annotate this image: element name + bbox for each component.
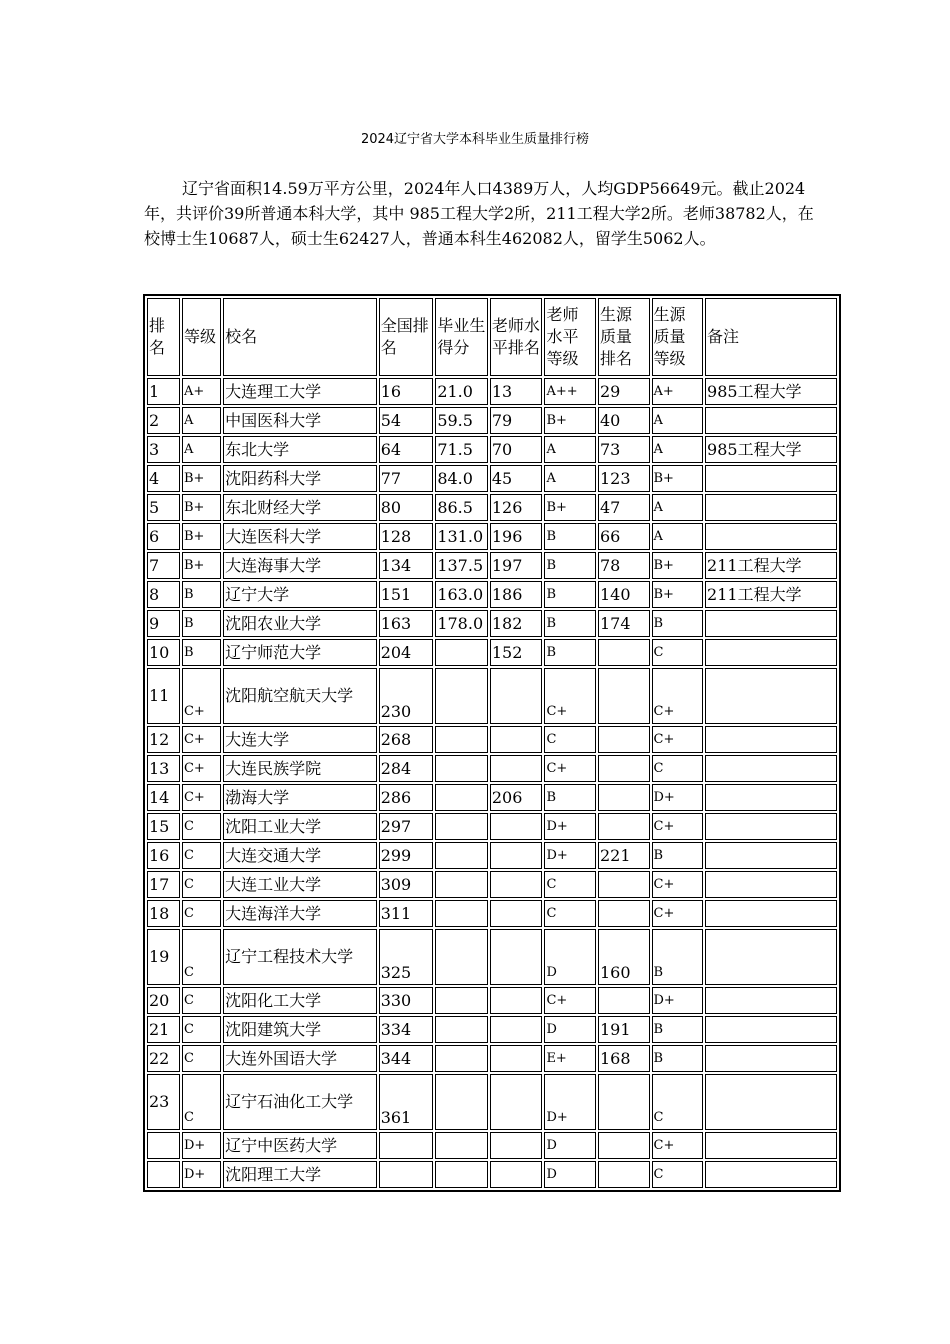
table-cell: 297 — [379, 813, 434, 840]
table-header-cell: 老师水平等级 — [544, 298, 596, 376]
table-cell: 6 — [147, 523, 180, 550]
table-cell — [435, 929, 488, 985]
table-cell: C — [652, 639, 704, 666]
table-header-cell: 排名 — [147, 298, 180, 376]
table-cell: D+ — [652, 784, 704, 811]
table-cell — [598, 639, 650, 666]
table-cell: 15 — [147, 813, 180, 840]
table-cell — [598, 726, 650, 753]
table-cell — [598, 1132, 650, 1159]
table-cell: 20 — [147, 987, 180, 1014]
table-cell: 2 — [147, 407, 180, 434]
table-cell: 22 — [147, 1045, 180, 1072]
table-cell: 12 — [147, 726, 180, 753]
table-cell — [490, 842, 543, 869]
table-cell: 4 — [147, 465, 180, 492]
table-cell: C — [544, 726, 596, 753]
table-cell: 辽宁师范大学 — [223, 639, 377, 666]
table-row — [147, 378, 837, 405]
table-cell: B+ — [652, 552, 704, 579]
table-row — [147, 436, 837, 463]
table-cell: A+ — [182, 378, 221, 405]
table-cell — [147, 1161, 180, 1188]
table-cell: C+ — [182, 668, 221, 724]
table-cell — [705, 1045, 837, 1072]
table-cell: 985工程大学 — [705, 436, 837, 463]
table-row — [147, 929, 837, 985]
table-cell — [379, 1161, 434, 1188]
table-header-cell: 全国排名 — [379, 298, 434, 376]
table-row — [147, 813, 837, 840]
table-cell: 71.5 — [435, 436, 488, 463]
table-header-cell: 生源质量排名 — [598, 298, 650, 376]
table-cell: 84.0 — [435, 465, 488, 492]
table-cell: B+ — [182, 523, 221, 550]
table-cell — [490, 726, 543, 753]
table-cell — [598, 813, 650, 840]
table-cell: B+ — [652, 581, 704, 608]
table-cell — [435, 1016, 488, 1043]
table-cell — [490, 900, 543, 927]
table-cell: 131.0 — [435, 523, 488, 550]
table-row — [147, 668, 837, 724]
table-cell: 221 — [598, 842, 650, 869]
table-cell — [435, 784, 488, 811]
table-row — [147, 1132, 837, 1159]
table-header-cell: 毕业生得分 — [435, 298, 488, 376]
table-cell: 86.5 — [435, 494, 488, 521]
table-row — [147, 523, 837, 550]
table-cell: C — [182, 900, 221, 927]
table-cell: 73 — [598, 436, 650, 463]
table-cell — [705, 929, 837, 985]
table-cell: 大连交通大学 — [223, 842, 377, 869]
table-cell: 辽宁大学 — [223, 581, 377, 608]
table-cell: 1 — [147, 378, 180, 405]
table-cell: C+ — [652, 871, 704, 898]
table-cell: C — [182, 1016, 221, 1043]
table-cell: 299 — [379, 842, 434, 869]
table-cell: 沈阳药科大学 — [223, 465, 377, 492]
table-cell: A — [652, 523, 704, 550]
table-cell: 大连民族学院 — [223, 755, 377, 782]
table-cell: 45 — [490, 465, 543, 492]
table-cell — [490, 929, 543, 985]
table-cell: B — [544, 523, 596, 550]
table-cell: B — [182, 581, 221, 608]
table-cell: 140 — [598, 581, 650, 608]
table-cell — [705, 842, 837, 869]
table-cell — [705, 784, 837, 811]
table-cell: 东北大学 — [223, 436, 377, 463]
table-cell: 16 — [147, 842, 180, 869]
table-header-cell: 校名 — [223, 298, 377, 376]
table-cell — [598, 1074, 650, 1130]
table-cell: 18 — [147, 900, 180, 927]
table-cell: 大连外国语大学 — [223, 1045, 377, 1072]
table-cell: 渤海大学 — [223, 784, 377, 811]
table-cell — [598, 1161, 650, 1188]
table-cell: 沈阳航空航天大学 — [223, 668, 377, 724]
table-cell — [490, 1045, 543, 1072]
table-cell: 168 — [598, 1045, 650, 1072]
table-cell — [435, 813, 488, 840]
table-cell — [705, 465, 837, 492]
table-cell: 大连医科大学 — [223, 523, 377, 550]
table-cell: C+ — [652, 668, 704, 724]
table-cell — [490, 1016, 543, 1043]
table-cell: C — [182, 929, 221, 985]
table-cell: C — [182, 871, 221, 898]
table-cell: 19 — [147, 929, 180, 985]
table-cell: 311 — [379, 900, 434, 927]
table-cell — [705, 610, 837, 637]
table-cell: 126 — [490, 494, 543, 521]
table-cell: 286 — [379, 784, 434, 811]
table-cell: C — [544, 900, 596, 927]
table-cell — [598, 900, 650, 927]
table-cell: B+ — [544, 494, 596, 521]
table-cell: 78 — [598, 552, 650, 579]
table-cell: 77 — [379, 465, 434, 492]
table-cell: 大连理工大学 — [223, 378, 377, 405]
table-header-cell: 备注 — [705, 298, 837, 376]
table-cell — [490, 1074, 543, 1130]
table-cell: 178.0 — [435, 610, 488, 637]
table-cell: C+ — [182, 755, 221, 782]
table-row — [147, 755, 837, 782]
table-cell: A — [544, 436, 596, 463]
table-cell — [705, 1161, 837, 1188]
table-cell: 5 — [147, 494, 180, 521]
table-cell: B — [652, 610, 704, 637]
table-cell: B+ — [182, 552, 221, 579]
table-row — [147, 1074, 837, 1130]
table-row — [147, 639, 837, 666]
table-cell — [705, 987, 837, 1014]
table-row — [147, 726, 837, 753]
table-cell: 23 — [147, 1074, 180, 1130]
table-cell — [435, 639, 488, 666]
table-cell: 沈阳建筑大学 — [223, 1016, 377, 1043]
table-cell — [490, 1161, 543, 1188]
table-cell: 7 — [147, 552, 180, 579]
table-cell: 54 — [379, 407, 434, 434]
intro-text: 辽宁省面积14.59万平方公里，2024年人口4389万人，人均GDP56649元。截止2024年，共评价39所普通本科大学，其中 985工程大学2所，211工程大学2所。老师38782人，在校博士生10687人，硕士生62427人，普通本科生462082人，留学生5062人。 — [144, 179, 814, 248]
ranking-table — [143, 294, 841, 1192]
table-cell: 325 — [379, 929, 434, 985]
table-row — [147, 610, 837, 637]
table-cell — [379, 1132, 434, 1159]
table-cell: C — [652, 1161, 704, 1188]
table-cell: C+ — [182, 726, 221, 753]
table-cell: B — [544, 581, 596, 608]
table-cell: 3 — [147, 436, 180, 463]
table-cell: B — [182, 610, 221, 637]
table-cell: 大连海洋大学 — [223, 900, 377, 927]
table-cell: 79 — [490, 407, 543, 434]
table-cell: 160 — [598, 929, 650, 985]
table-cell: B+ — [544, 407, 596, 434]
intro-paragraph — [144, 176, 824, 251]
table-cell: 330 — [379, 987, 434, 1014]
table-cell: 21 — [147, 1016, 180, 1043]
table-cell: 361 — [379, 1074, 434, 1130]
table-cell — [490, 755, 543, 782]
table-cell: 沈阳化工大学 — [223, 987, 377, 1014]
table-cell: 197 — [490, 552, 543, 579]
table-cell: 191 — [598, 1016, 650, 1043]
table-cell: B — [652, 1045, 704, 1072]
table-cell: B — [652, 1016, 704, 1043]
table-cell: C — [182, 987, 221, 1014]
table-cell: 40 — [598, 407, 650, 434]
table-cell: D+ — [544, 1074, 596, 1130]
table-cell: 196 — [490, 523, 543, 550]
table-cell — [490, 987, 543, 1014]
table-cell: A++ — [544, 378, 596, 405]
table-cell — [705, 668, 837, 724]
table-cell: 334 — [379, 1016, 434, 1043]
table-row — [147, 581, 837, 608]
table-cell: 204 — [379, 639, 434, 666]
table-cell: 大连海事大学 — [223, 552, 377, 579]
table-row — [147, 494, 837, 521]
table-cell: B — [544, 552, 596, 579]
table-row — [147, 987, 837, 1014]
table-cell: 辽宁工程技术大学 — [223, 929, 377, 985]
table-cell — [705, 1132, 837, 1159]
table-cell: D+ — [182, 1161, 221, 1188]
table-cell — [705, 407, 837, 434]
table-cell: 辽宁中医药大学 — [223, 1132, 377, 1159]
table-cell: C — [544, 871, 596, 898]
table-cell: D — [544, 1132, 596, 1159]
table-cell: B — [544, 610, 596, 637]
table-cell: 沈阳理工大学 — [223, 1161, 377, 1188]
table-cell: A — [182, 407, 221, 434]
table-cell: 151 — [379, 581, 434, 608]
table-cell: 137.5 — [435, 552, 488, 579]
table-cell — [147, 1132, 180, 1159]
table-header-cell: 等级 — [182, 298, 221, 376]
table-cell: E+ — [544, 1045, 596, 1072]
table-cell: C+ — [652, 1132, 704, 1159]
table-cell: 70 — [490, 436, 543, 463]
table-cell — [490, 668, 543, 724]
table-row — [147, 900, 837, 927]
table-cell — [435, 842, 488, 869]
table-cell: 309 — [379, 871, 434, 898]
table-cell: C — [182, 1074, 221, 1130]
table-cell: C — [182, 813, 221, 840]
table-row — [147, 407, 837, 434]
table-cell: C+ — [652, 726, 704, 753]
table-header-cell: 生源质量等级 — [652, 298, 704, 376]
table-cell: 14 — [147, 784, 180, 811]
table-cell: 辽宁石油化工大学 — [223, 1074, 377, 1130]
table-cell: A — [652, 494, 704, 521]
table-cell: C — [182, 842, 221, 869]
table-row — [147, 1016, 837, 1043]
table-cell — [705, 871, 837, 898]
table-cell: 268 — [379, 726, 434, 753]
table-cell: 66 — [598, 523, 650, 550]
table-cell: 13 — [490, 378, 543, 405]
table-cell — [598, 987, 650, 1014]
table-cell: D+ — [544, 842, 596, 869]
table-cell: A — [544, 465, 596, 492]
table-row — [147, 1045, 837, 1072]
table-cell: 大连大学 — [223, 726, 377, 753]
table-cell: 284 — [379, 755, 434, 782]
table-cell: 中国医科大学 — [223, 407, 377, 434]
table-cell: 163 — [379, 610, 434, 637]
table-cell: 174 — [598, 610, 650, 637]
table-cell: B — [652, 842, 704, 869]
table-cell: 163.0 — [435, 581, 488, 608]
table-cell: A — [182, 436, 221, 463]
table-cell — [705, 900, 837, 927]
table-cell: C+ — [182, 784, 221, 811]
table-cell: B — [182, 639, 221, 666]
table-cell: C — [182, 1045, 221, 1072]
table-cell: 985工程大学 — [705, 378, 837, 405]
table-cell: 128 — [379, 523, 434, 550]
table-cell — [705, 755, 837, 782]
table-cell — [435, 871, 488, 898]
table-cell: 211工程大学 — [705, 552, 837, 579]
table-cell: 152 — [490, 639, 543, 666]
table-cell: C+ — [652, 813, 704, 840]
table-cell: D — [544, 929, 596, 985]
table-cell: D+ — [652, 987, 704, 1014]
table-cell: 80 — [379, 494, 434, 521]
table-cell — [598, 668, 650, 724]
table-row — [147, 784, 837, 811]
table-cell: 16 — [379, 378, 434, 405]
table-cell — [435, 1132, 488, 1159]
table-cell: C+ — [544, 755, 596, 782]
table-cell: 9 — [147, 610, 180, 637]
table-cell — [705, 494, 837, 521]
table-cell — [598, 755, 650, 782]
table-row — [147, 552, 837, 579]
table-row — [147, 842, 837, 869]
table-cell: C — [652, 1074, 704, 1130]
table-cell: 17 — [147, 871, 180, 898]
table-header-cell: 老师水平排名 — [490, 298, 543, 376]
table-cell: 沈阳工业大学 — [223, 813, 377, 840]
table-cell — [490, 813, 543, 840]
table-cell — [490, 871, 543, 898]
table-cell — [435, 987, 488, 1014]
table-cell: C — [652, 755, 704, 782]
table-cell: A+ — [652, 378, 704, 405]
table-cell: 11 — [147, 668, 180, 724]
table-cell: 182 — [490, 610, 543, 637]
table-cell: B — [544, 639, 596, 666]
table-cell — [435, 726, 488, 753]
table-cell: 29 — [598, 378, 650, 405]
table-cell — [705, 726, 837, 753]
table-cell — [598, 871, 650, 898]
table-cell: 186 — [490, 581, 543, 608]
table-cell: B+ — [182, 465, 221, 492]
table-cell: 206 — [490, 784, 543, 811]
table-cell — [435, 1161, 488, 1188]
table-cell: 13 — [147, 755, 180, 782]
table-cell: D — [544, 1161, 596, 1188]
table-cell: 211工程大学 — [705, 581, 837, 608]
table-cell — [598, 784, 650, 811]
table-cell: B — [544, 784, 596, 811]
table-cell — [705, 813, 837, 840]
table-cell — [705, 1016, 837, 1043]
table-cell: 59.5 — [435, 407, 488, 434]
table-row — [147, 1161, 837, 1188]
page-title: 2024辽宁省大学本科毕业生质量排行榜 — [360, 132, 590, 147]
table-cell: B — [652, 929, 704, 985]
table-cell: 64 — [379, 436, 434, 463]
table-cell — [490, 1132, 543, 1159]
table-header-row — [147, 298, 837, 376]
table-cell: 230 — [379, 668, 434, 724]
table-cell — [435, 1045, 488, 1072]
table-cell: A — [652, 407, 704, 434]
table-cell: 134 — [379, 552, 434, 579]
table-cell — [705, 523, 837, 550]
table-cell: D+ — [182, 1132, 221, 1159]
table-cell: 10 — [147, 639, 180, 666]
table-cell — [435, 755, 488, 782]
table-cell — [705, 1074, 837, 1130]
table-row — [147, 465, 837, 492]
table-cell: C+ — [544, 668, 596, 724]
table-cell: A — [652, 436, 704, 463]
table-cell: 沈阳农业大学 — [223, 610, 377, 637]
table-cell — [705, 639, 837, 666]
table-cell: 大连工业大学 — [223, 871, 377, 898]
table-row — [147, 871, 837, 898]
table-cell: D+ — [544, 813, 596, 840]
table-cell: 47 — [598, 494, 650, 521]
table-cell: D — [544, 1016, 596, 1043]
table-cell — [435, 668, 488, 724]
table-cell — [435, 900, 488, 927]
table-cell: 344 — [379, 1045, 434, 1072]
table-cell: 东北财经大学 — [223, 494, 377, 521]
table-cell — [435, 1074, 488, 1130]
table-cell: B+ — [182, 494, 221, 521]
table-cell: C+ — [544, 987, 596, 1014]
table-cell: 21.0 — [435, 378, 488, 405]
table-cell: 8 — [147, 581, 180, 608]
table-cell: B+ — [652, 465, 704, 492]
table-cell: 123 — [598, 465, 650, 492]
table-cell: C+ — [652, 900, 704, 927]
